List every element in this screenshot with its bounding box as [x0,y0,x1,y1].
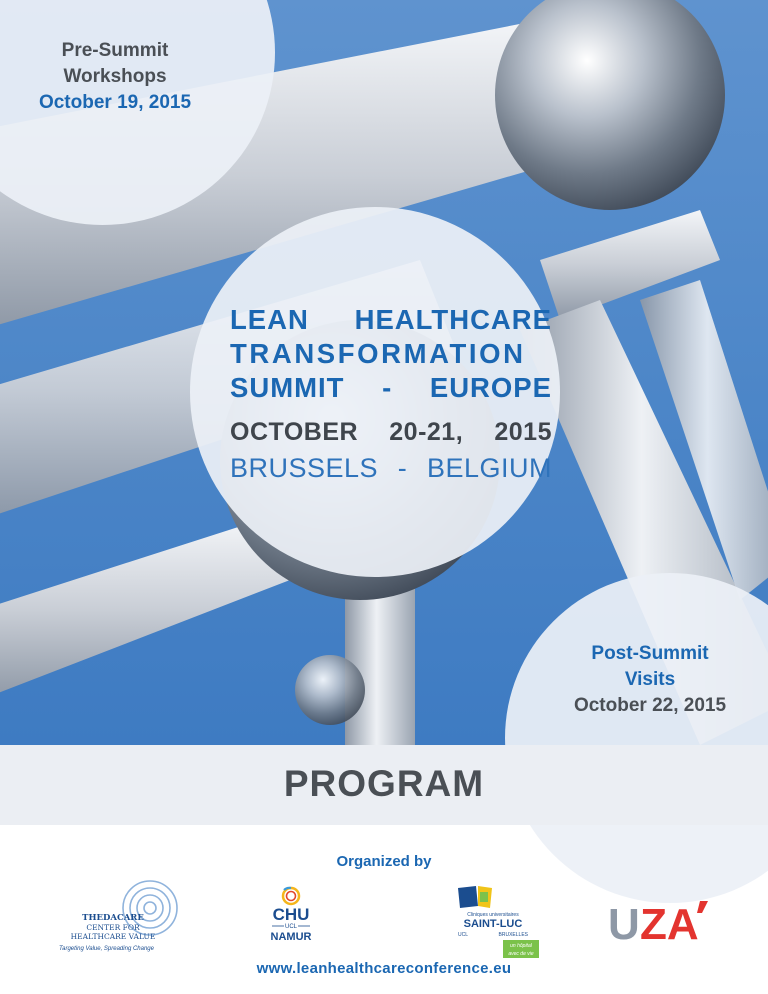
title-line-2 [230,337,552,371]
main-title-block [230,303,552,485]
post-summit-line2: Visits [624,669,676,690]
uza-logo [608,895,718,945]
saint-luc-emblem-icon [458,886,492,908]
thedacare-logo [55,878,190,958]
uza-name: UZA [608,895,610,896]
title-word-healthcare: HEALTHCARE [354,304,552,335]
summit-dates [230,417,552,447]
pre-summit-line1: Pre-Summit [61,40,169,61]
pre-summit-line2: Workshops [63,66,167,87]
title-dash: - [382,372,393,403]
title-line-3 [230,371,552,405]
website-link[interactable]: www.leanhealthcareconference.eu [256,960,512,977]
thedacare-line2: CENTER FOR [86,923,140,932]
uza-u: U [608,900,640,945]
date-days: 20-21, [389,418,464,446]
title-word-lean: LEAN [230,304,309,335]
title-word-europe: EUROPE [429,372,552,403]
date-year: 2015 [494,418,552,446]
summit-location [230,451,552,485]
post-summit-date: October 22, 2015 [573,695,727,716]
date-month: OCTOBER [230,418,359,446]
saint-luc-top: Cliniques universitaires [467,912,519,918]
saint-luc-name: SAINT-LUC [463,918,523,930]
chu-sub: UCL [284,924,298,930]
location-city: BRUSSELS [230,453,379,483]
organized-by-label: Organized by [336,853,432,870]
saint-luc-badge-2: avec de vie [508,951,534,957]
saint-luc-badge-1: un hôpital [510,943,532,949]
pre-summit-date: October 19, 2015 [38,92,192,113]
location-country: BELGIUM [426,453,552,483]
post-summit-block [540,641,760,719]
title-word-transformation: TRANSFORMATION [230,338,526,369]
title-line-1 [230,303,552,337]
pre-summit-block [0,38,230,116]
chu-city: NAMUR [270,931,312,943]
chu-emblem-icon [283,888,299,904]
title-word-summit: SUMMIT [230,372,345,403]
saint-luc-right: BRUXELLES [498,932,528,938]
thedacare-tagline: Targeting Value, Spreading Change [59,946,154,952]
saint-luc-logo [448,884,542,962]
post-summit-line1: Post-Summit [591,643,709,664]
location-dash: - [397,453,408,483]
thedacare-line3: HEALTHCARE VALUE [70,932,156,941]
chu-namur-logo [262,885,320,947]
program-title: PROGRAM [283,763,485,804]
saint-luc-left: UCL [458,932,469,938]
chu-name: CHU [272,905,310,924]
thedacare-name: THEDACARE [82,913,144,923]
uza-za: ZA [640,900,699,945]
